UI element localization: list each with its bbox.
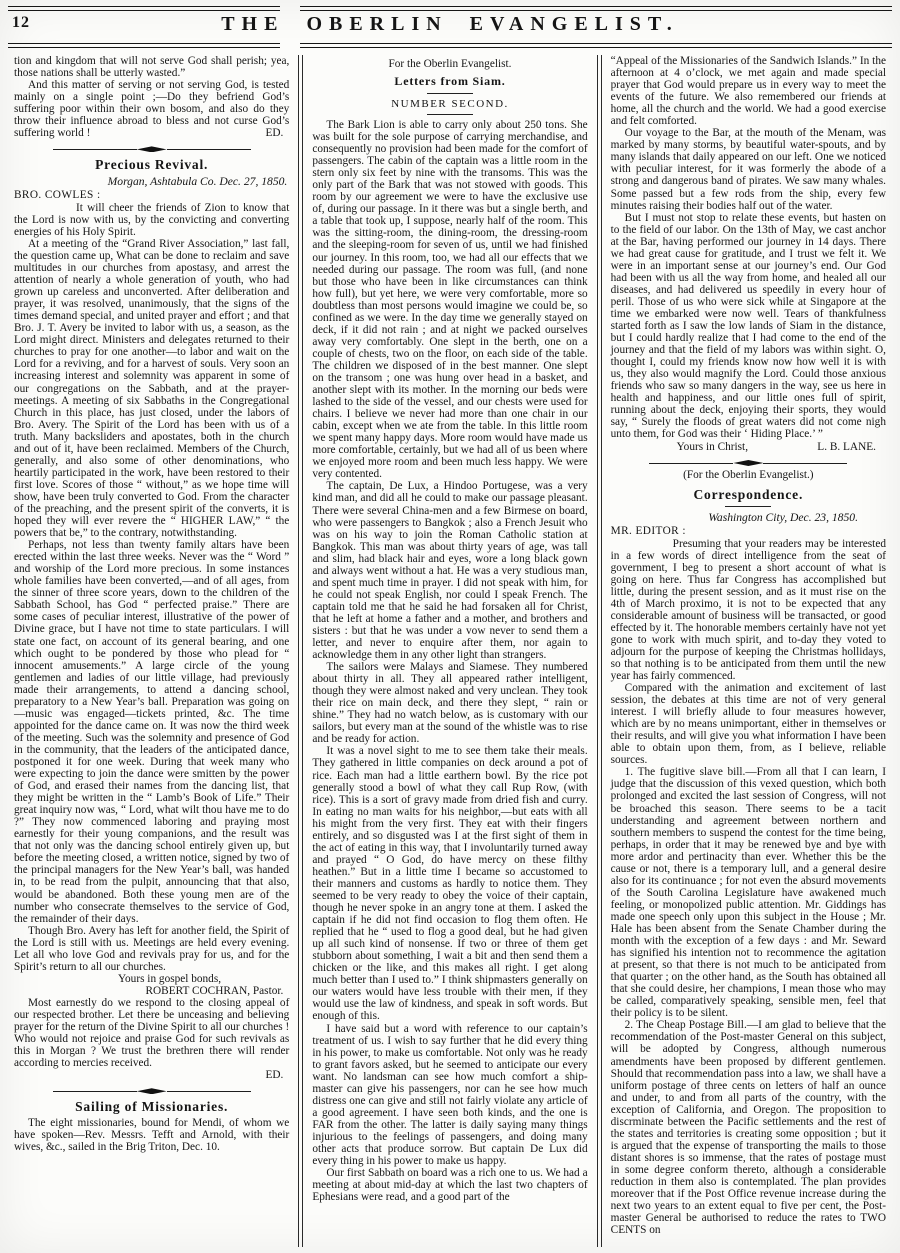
diamond-ornament <box>137 1088 167 1094</box>
paragraph: It was a novel sight to me to see them take their meals. They gathered in little companies on deck around a pot of rice. Each man had a little earthern bowl. By the rice pot generally stood a bowl of what they call Rup Row, (with rice). This is a sort of gravy made from dried fish and curry. In eating no man waits for his neighbor,—but eats with all his might from the very first. They eat with their fingers entirely, and so disgusted was I at the first sight of them in the act of eating in this way, that I involuntarily turned away and prayed “ O God, do have mercy on these filthy heathen.” But in a little time I became so accustomed to their manners and customs as hardly to notice them. They seemed to be very ready to obey the voice of their captain, though he never spoke in an angry tone at them. I asked the captain if he did not find occasion to flog them often. He replied that he “ used to flog a good deal, but he had given up all such kind of nonsense. If two or three of them get stubborn about something, I wait a bit and then send them a chicken or the like, and this makes all right. I get along much better than I used to.” I think shipmasters generally on our waters would have less trouble with their men, if they would use the law of kindness, and speak in soft words. But enough of this. <box>312 745 588 1023</box>
letter-signature-row <box>611 441 886 454</box>
credit-line: (For the Oberlin Evangelist.) <box>683 469 814 481</box>
paragraph: 1. The fugitive slave bill.—From all that I can learn, I judge that the discussion of this vexed question, which both prolonged and excited the last session of Congress, will not be broached this season. There seems to be a tacit understanding and agreement between northern and southern members to suspend the contest for the time being, perhaps, in order that it may be renewed bye and bye with more ardor and pertinacity than ever. Whether this be the cause or not, there is a temporary lull, and a general desire also for its continuance ; for not even the absurd movements of the South Carolina Legislature have awakened much feeling, or monopolized public attention. Mr. Giddings has made one speech only upon this subject in the House ; Mr. Hale has been absent from the Senate Chamber during the month with the exception of a few days : and Mr. Seward has signified his intention not to recommence the agitation at present, so that there is not much to be anticipated from that quarter ; on the other hand, as the South has obtained all that she could desire, her champions, I mean those who may be called, comparatively speaking, sensible men, feel that their policy is to be silent. <box>610 766 886 1020</box>
paragraph: tion and kingdom that will not serve God shall perish; yea, those nations shall be utterly wasted.” <box>14 55 290 80</box>
section-divider <box>649 460 847 466</box>
article-heading: Precious Revival. <box>95 157 209 173</box>
paragraph: I have said but a word with reference to our captain’s treatment of us. I wish to say further that he did every thing in his power, to make us comfortable. Not only was he ready to grant favors asked, but he seemed to anticipate our every want. No landsman can see how much comfort a ship-master can give his passengers, nor can he see how much distress one can give and still not fairly violate any article of a good agreement. I have seen both kinds, and the one is FAR from the other. The latter is daily saying many things injurious to the feelings of passengers, and doing many other acts that produce sorrow. But captain De Lux did every thing in his power to make us happy. <box>312 1022 588 1168</box>
paragraph: Compared with the animation and excitement of last session, the debates at this time are not of very general interest. I will briefly allude to four measures however, which are by no means unimportant, either in themselves or their results, and will give you what information I have been able to obtain upon them, from, as I believe, reliable sources. <box>610 682 886 767</box>
editor-signature: ED. <box>265 127 284 140</box>
paragraph: Our voyage to the Bar, at the mouth of the Menam, was marked by many storms, by beautiful water-spouts, and by many islands that daily appeared on our left. One we noticed with peculiar interest, for it was formerly the abode of a strong and dangerous band of pirates. We saw many whales. Some passed but a few rods from the ship, every few minutes raising their bodies half out of the water. <box>610 127 886 212</box>
divider-line <box>167 1091 251 1092</box>
mini-rule <box>725 506 771 507</box>
column-2 <box>304 55 595 1247</box>
paragraph: Most earnestly do we respond to the closing appeal of our respected brother. Let there be unceasing and believing prayer for the return of the Divine Spirit to all our churches ! Who would not rejoice and praise God for such revivals as this in Morgan ? We trust the brethren there will render according to mercies received. <box>14 996 290 1070</box>
divider-line <box>649 463 733 464</box>
dateline: Morgan, Ashtabula Co. Dec. 27, 1850. <box>107 175 288 189</box>
divider-line <box>53 1091 137 1092</box>
divider-line <box>763 463 847 464</box>
bottom-rule-right <box>300 43 892 48</box>
section-divider <box>53 1088 251 1094</box>
paragraph: And this matter of serving or not serving God, is tested mainly on a single point ;—Do they befriend God’s suffering poor within their own bosom, and also do they throw their influence abroad to bless and not curse God’s suffering world ! <box>14 79 290 140</box>
dateline: Washington City, Dec. 23, 1850. <box>708 511 858 524</box>
paragraph: But I must not stop to relate these events, but hasten on to the field of our labor. On the 13th of May, we cast anchor at the Bar, having performed our journey in 14 days. There we had great cause for gratitude, and I trust we felt it. We were in an important sense at our journey’s end. Our God had been with us all the way from home, and healed all our diseases, and had delivered us speedily in every hour of peril. Those of us who were sick while at Singapore at the time we embarked were now well. Tears of thankfulness started forth as I saw the low lands of Siam in the distance, but I could hardly realize that I had come to the end of the journey and that the field of my labors was within sight. O, thought I, could my friends know now how well it is with us, they also would magnify the Lord. Could those anxious friends who saw so many dangers in the way, see us here in health and happiness, and our little ones full of spirit, running about the deck, enjoying their sports, they would say, “ Surely the floods of great waters did not come nigh unto them, for God was their ‘ Hiding Place.’ ” <box>610 211 886 441</box>
letter-signature: L. B. LANE. <box>817 440 876 453</box>
letter-closing: Yours in gospel bonds, <box>118 972 222 985</box>
credit-line: For the Oberlin Evangelist. <box>388 58 512 70</box>
editor-signature: ED. <box>265 1069 284 1082</box>
masthead <box>0 0 900 48</box>
bottom-rule-left <box>8 43 280 48</box>
divider-line <box>167 149 251 150</box>
bottom-double-rule <box>8 43 892 48</box>
paragraph: “Appeal of the Missionaries of the Sandwich Islands.” In the afternoon at 4 o’clock, we met again and made special prayer that God would prepare us in every way to meet the events of the future. We also remembered our friends at home, all the church and the world. We had a good exercise and felt comforted. <box>610 55 886 128</box>
paragraph: At a meeting of the “Grand River Association,” last fall, the question came up, What can be done to reclaim and save multitudes in our churches from apostasy, and arrest the attention of nearly a whole generation of youth, who had grown up careless and unconverted. After deliberation and prayer, it was resolved, unanimously, that the signs of the times demand special, and united prayer and effort ; and that Bro. J. T. Avery be invited to labor with us, a season, as the Lord might direct. Ministers and delegates returned to their churches to pray for one another—to labor and wait on the Lord for a reviving, and for a harvest of souls. Very soon an increasing interest and solemnity was apparent in some of our congregations on the Sabbath, and at the prayer-meetings. A meeting of six Sabbaths in the Congregational Church in this place, has just closed, under the labors of Bro. Avery. The Spirit of the Lord has been with us of a truth. Many backsliders and apostates, both in the church and out of it, have been reclaimed. Members of the Church, generally, and also some of other denominations, who heartily participated in the work, have been restored to their first love. Scores of those “ without,” as we hope time will show, have been truly converted to God. From the character of the preaching, and the present spirit of the converts, it is hoped they will ever revere the “ HIGHER LAW,” “ the powers that be,” to the contrary, notwithstanding. <box>14 237 290 540</box>
column-3 <box>603 55 894 1247</box>
paragraph: Though Bro. Avery has left for another field, the Spirit of the Lord is still with us. Meetings are held every evening. Let all who love God and revivals pray for us, and for the Spirit’s return to all our churches. <box>14 924 290 973</box>
section-divider <box>53 146 251 152</box>
masthead-title: THE OBERLIN EVANGELIST. <box>221 13 679 35</box>
diamond-ornament <box>137 146 167 152</box>
page-number: 12 <box>12 14 30 31</box>
paragraph: Perhaps, not less than twenty family altars have been erected within the last three weeks. Never was the “ Word ” and worship of the Lord more precious. In some instances whole families have been converted,—and of all ages, from the sinner of three score years, down to the children of the Sabbath School, has God “ perfected praise.” There are some cases of peculiar interest, illustrative of the power of Divine grace, but I have not time to state particulars. I will state one fact, on account of its general bearing, and one which ought to be pondered by those who plead for “ innocent amusements.” A large circle of the young gentlemen and ladies of our little village, had previously made their arrangements, to attend a dancing school, preparatory to a New Year’s ball. Preparation was going on—music was engaged—tickets printed, &c. The time appointed for the dance came on. It was now the third week of the meeting. Such was the solemnity and presence of God in the community, that the leaders of the anticipated dance, postponed it for one week. During that week many who were expecting to join the dance were smitten by the power of God, and erased their names from the dancing list, that they might be written in the “ Lamb’s Book of Life.” Their great inquiry now was, “ Lord, what wilt thou have me to do ?” They now commenced laboring and praying most earnestly for their young companions, and the result was that not only was the dancing school entirely given up, but before the meeting closed, a written notice, signed by two of the principal managers for the New Year’s ball, was handed in, to be read from the pulpit, announcing that that also, would be abandoned. Both these young men are of the number who consecrate themselves to the service of God, the remainder of their days. <box>14 539 290 925</box>
paragraph: Our first Sabbath on board was a rich one to us. We had a meeting at about mid-day at which the last two chapters of Ephesians were read, and a good part of the <box>312 1167 588 1204</box>
salutation: MR. EDITOR : <box>610 525 686 537</box>
column-layout <box>0 48 900 1247</box>
letter-closing: Yours in Christ, <box>676 440 749 453</box>
paragraph: The eight missionaries, bound for Mendi, of whom we have spoken—Rev. Messrs. Tefft and Arnold, with their wives, &c., sailed in the Brig Triton, Dec. 10. <box>14 1117 290 1154</box>
mini-rule <box>427 93 473 94</box>
article-heading: Sailing of Missionaries. <box>75 1099 229 1115</box>
paragraph: It will cheer the friends of Zion to know that the Lord is now with us, by the convicting and converting energies of his Holy Spirit. <box>14 201 290 238</box>
diamond-ornament <box>733 460 763 466</box>
paragraph: 2. The Cheap Postage Bill.—I am glad to believe that the recommendation of the Post-master General on this subject, will be adopted by Congress, although numerous amendments have been proposed by different gentlemen. Should that recommendation pass into a law, we shall have a uniform postage of three cents on letters of half an ounce and under, to and from all parts of the country, with the exception of California, and Oregon. The proposition to discrminate between the Pacific settlements and the rest of the states and territories is creating some opposition ; but it is argued that the expense of transporting the mails to those distant shores is so immense, that the rates of postage must in some degree conform thereto, although a considerable reduction in them also is contemplated. The plan provides moreover that if the Post Office revenue increase during the next two years to an extent equal to five per cent, the Post-master General be authorised to reduce the rates to TWO CENTS on <box>610 1019 886 1237</box>
mini-rule <box>427 114 473 115</box>
column-1 <box>6 55 297 1247</box>
paragraph: The sailors were Malays and Siamese. They numbered about thirty in all. They all appeared rather intelligent, though they were almost naked and very unclean. They took their rice on main deck, and there they slept, “ rain or shine.” They had no watch below, as is customary with our sailors, but every man at the sound of the whistle was to rise and be ready for action. <box>312 661 588 746</box>
paragraph: The captain, De Lux, a Hindoo Portugese, was a very kind man, and did all he could to make our passage pleasant. There were several China-men and a few Birmese on board, who were passengers to Bangkok ; also a French Jesuit who was on his way to join the Roman Catholic station at Bangkok. This man was about thirty years of age, was tall and slim, had black hair and eyes, wore a long black gown and always went without a hat. He was a very studious man, and spent much time in prayer. I did not speak with him, for he could not speak English, nor could I speak French. The captain told me that he said he had forsaken all for Christ, that he left at home a father and a mother, and brothers and sisters : but that he was under a vow never to send them a letter, and never to enquire after them, nor again to acknowledge them in any other light than strangers. <box>312 480 588 662</box>
masthead-row <box>8 11 892 43</box>
article-subheading: NUMBER SECOND. <box>391 98 509 110</box>
letter-signature: ROBERT COCHRAN, Pastor. <box>145 984 284 997</box>
salutation: BRO. COWLES : <box>14 189 101 202</box>
column-separator <box>597 55 602 1247</box>
paragraph: Presuming that your readers may be interested in a few words of direct intelligence from the seat of government, I beg to present a short account of what is going on here. Thus far Congress has accomplished but little, during the present session, and as it must rise on the 4th of March proximo, it is not to be expected that any considerable amount of business will be transacted, or good effected by it. The honorable members certainly have not yet gone to work with much spirit, and to-day they voted to adjourn for the purpose of keeping the Christmas hollidays, so that nothing is to be anticipated from them until the new year has fairly commenced. <box>610 537 886 683</box>
column-separator <box>298 55 303 1247</box>
divider-line <box>53 149 137 150</box>
paragraph: The Bark Lion is able to carry only about 250 tons. She was built for the sole purpose of carrying merchandise, and consequently no provision had been made for the comfort of passengers. The cabin of the captain was a little room in the stern only six feet by nine with the transoms. This was the only part of the Bark that was not stowed with goods. This room by our agreement we were to have the exclusive use of, during our passage. In it there was but a single berth, and a table that took up, I suppose, nearly half of the room. This was the sitting-room, the dining-room, the dressing-room and the sleeping-room for seven of us, until we had finished our journey. In this room, too, we had all our effects that we needed during our passage. The room was full, (and none but those who have been in like circumstances can think how full), but yet here, we were very comfortable, more so doubtless than most persons would imagine we could be, so confined as we were. In the day time we generally stayed on deck, if it did not rain ; and at night we packed ourselves away very comfortably. One slept in the berth, one on a couple of chests, two on the floor, on each side of the table. The children we disposed of in the best manner. One slept on the transom ; one was hung over head in a basket, and another slept with its mother. In the morning our beds were lashed to the side of the vessel, and our chests were used for chairs. I believe we never had more than one chair in our cabin, except when we ate from the table. In this little room we spent many happy days. More room would have made us more comfortable, certainly, but we had all of us been where we enjoyed more room and been much less happy. We were very contented. <box>312 119 588 481</box>
article-heading: Letters from Siam. <box>394 74 506 88</box>
article-heading: Correspondence. <box>693 487 804 502</box>
